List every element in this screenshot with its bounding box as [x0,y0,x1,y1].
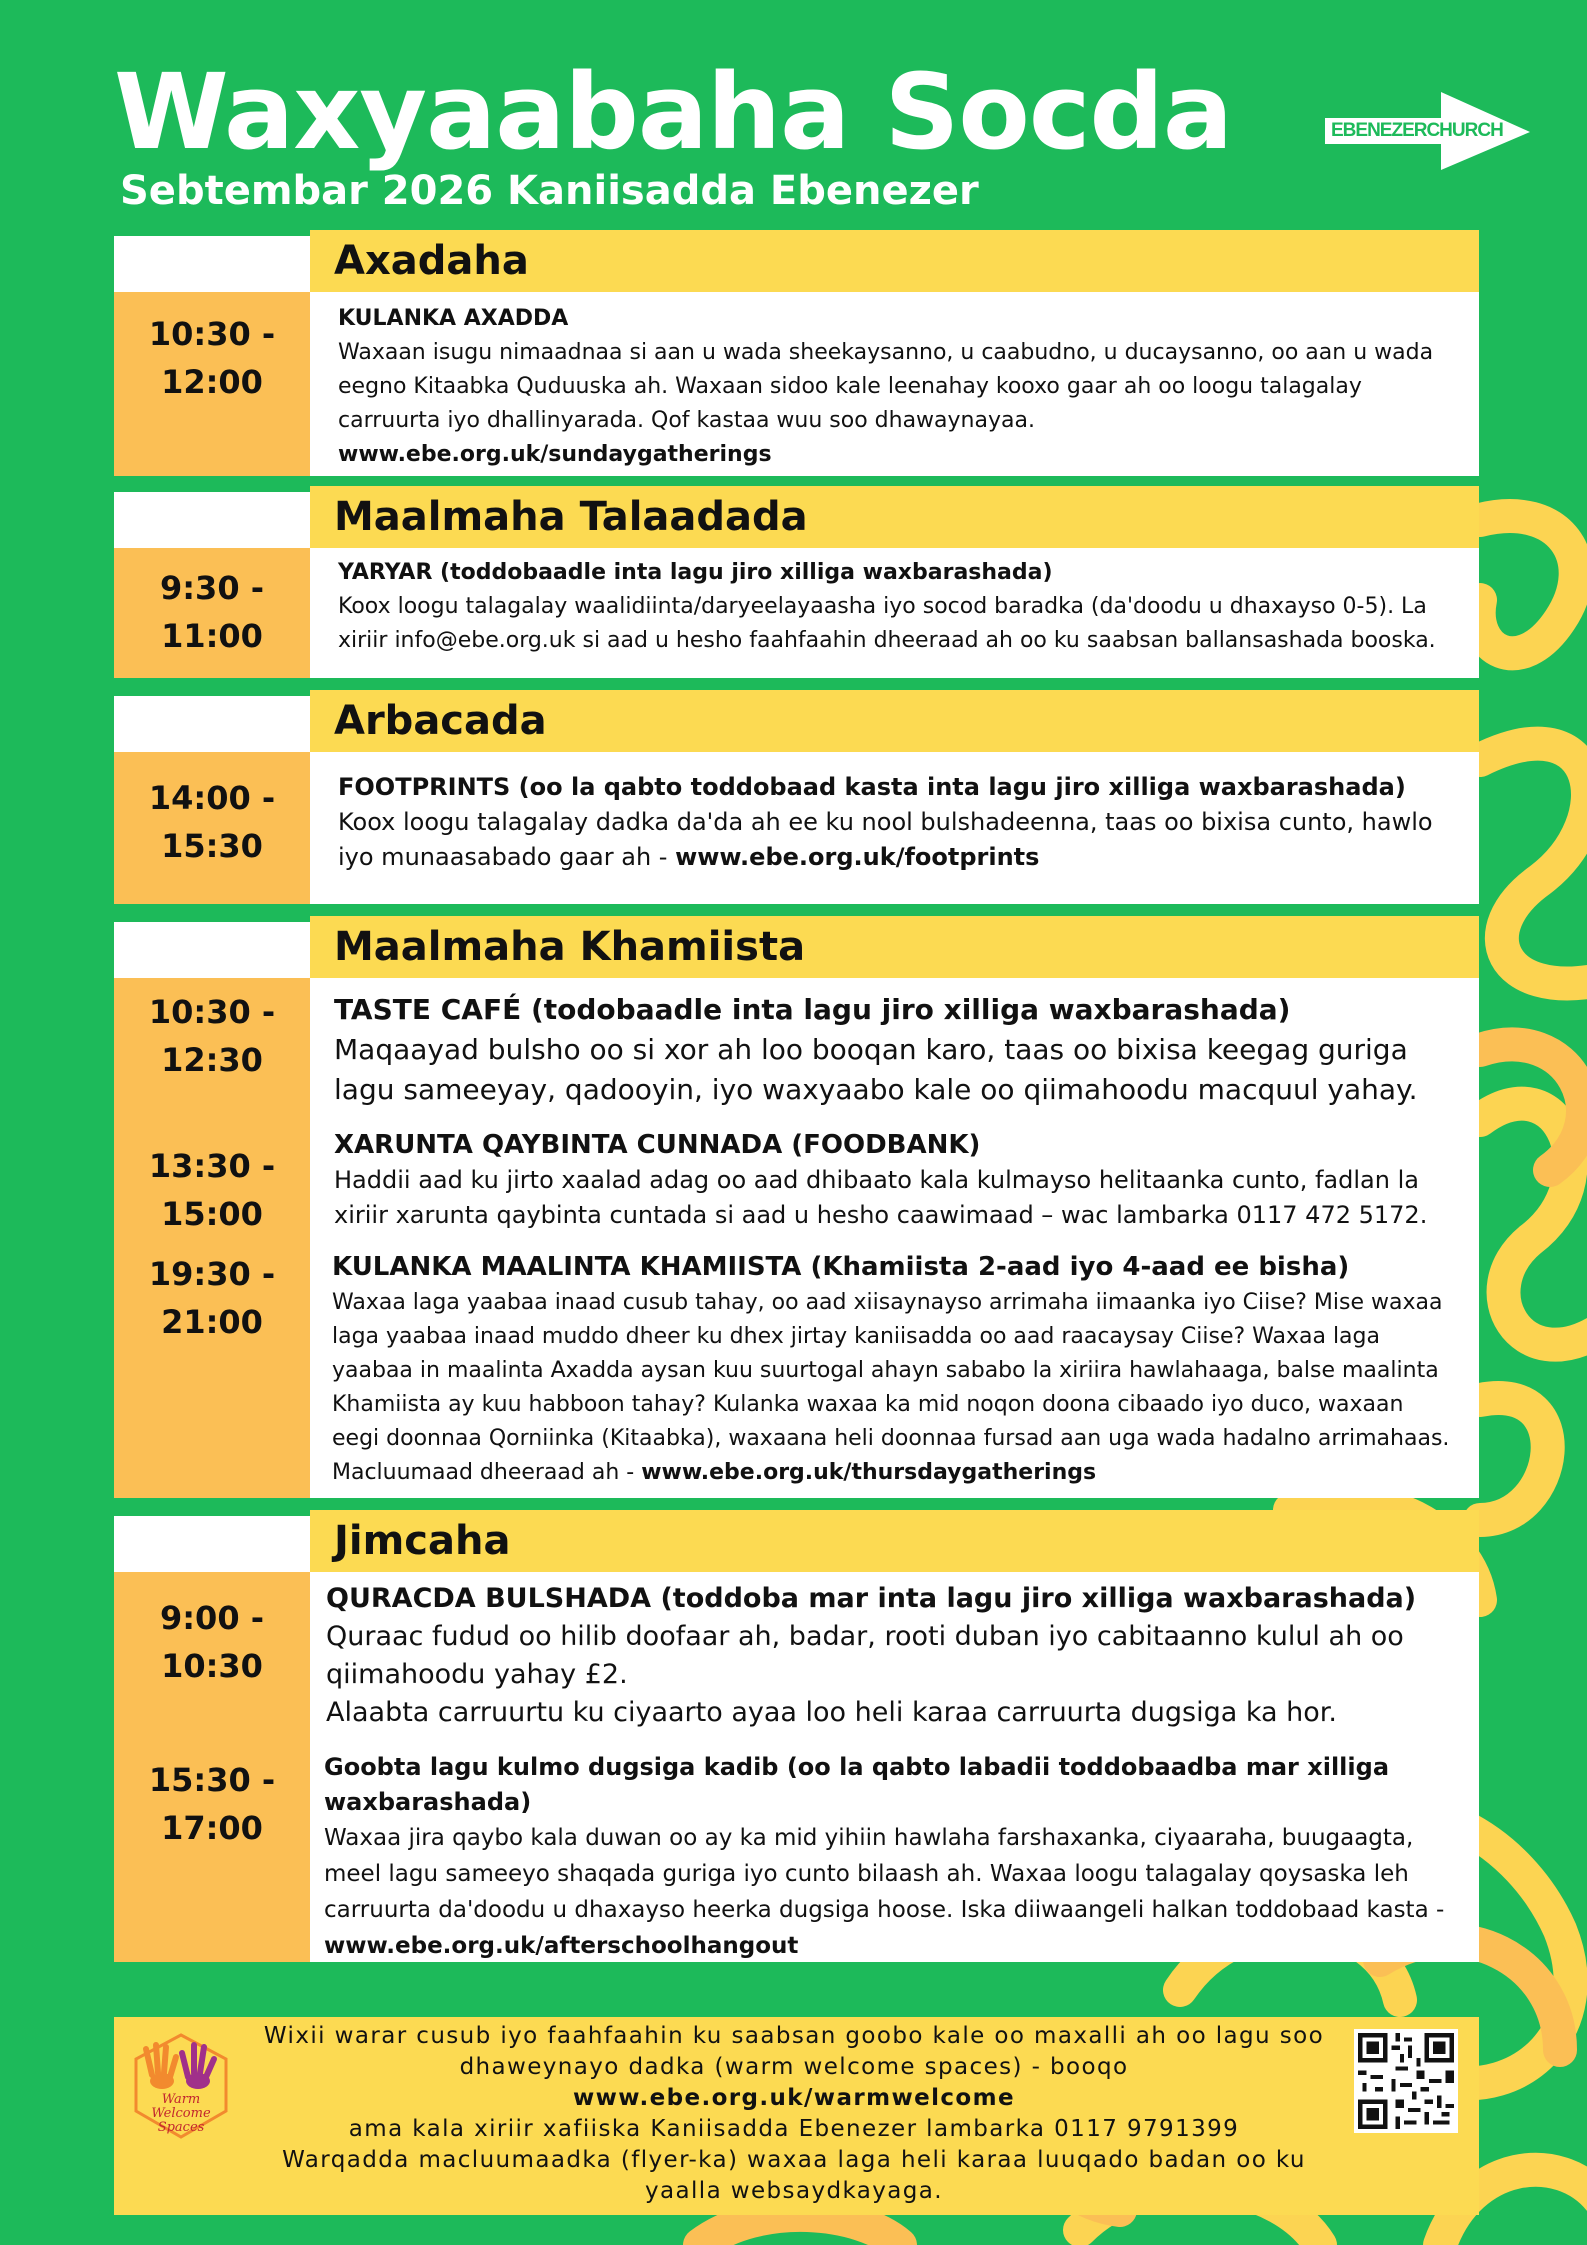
event-description: Haddii aad ku jirto xaalad adag oo aad dhibaato kala kulmayso helitaanka cunto, fadlan la xiriir xarunta qaybinta cuntada si aad u hesho caawimaad – wac lambarka 0117 472 5172. [334,1166,1428,1229]
event-time: 13:30 - 15:00 [148,1147,276,1233]
event-title: YARYAR (toddobaadle inta lagu jiro xilliga waxbarashada) [338,560,1053,585]
time-column [114,292,310,476]
section-header [114,1510,1479,1572]
event-description: Alaabta carruurtu ku ciyaarto ayaa loo heli karaa carruurta dugsiga ka hor. [326,1697,1337,1728]
event-title: QURACDA BULSHADA (toddoba mar inta lagu jiro xilliga waxbarashada) [326,1583,1417,1614]
event-description: Waxaa jira qaybo kala duwan oo ay ka mid yihiin hawlaha farshaxanka, ciyaaraha, buugaagta, meel lagu sameeyo shaqada guriga iyo cunto bilaash ah. Waxaa loogu talagalay qoysaska leh carruurta da'doodu u dhaxayso heerka dugsiga hoose. Iska diiwaangeli halkan toddobaad kasta - [324,1825,1445,1923]
section-header [114,690,1479,752]
ebenezer-church-logo [1325,92,1530,170]
event-content [310,548,1479,678]
event [332,1248,1457,1490]
event-description: Maqaayad bulsho oo si xor ah loo booqan karo, taas oo bixisa keegag guriga lagu sameeyay, qadooyin, iyo waxyaabo kale oo qiimahoodu macquul yahay. [334,1033,1418,1106]
page-title: Waxyaabaha Socda [114,51,1233,173]
sunday-gatherings-link[interactable]: www.ebe.org.uk/sundaygatherings [338,442,772,467]
section-sunday [114,230,1479,476]
footer-text [244,2021,1344,2207]
event-title: TASTE CAFÉ (todobaadle inta lagu jiro xilliga waxbarashada) [334,993,1291,1026]
event-time: 14:00 - 15:30 [148,779,276,865]
event-time: 19:30 - 21:00 [148,1255,276,1341]
event-description: Quraac fudud oo hilib doofaar ah, badar, rooti duban iyo cabitaanno kulul ah oo qiimahoodu yahay £2. [326,1621,1404,1690]
time-column [114,978,310,1498]
day-heading: Maalmaha Talaadada [334,494,808,540]
event [326,1580,1457,1732]
time-column [114,1572,310,1962]
footer-line-2: ama kala xiriir xafiiska Kaniisadda Ebenezer lambarka 0117 9791399 [348,2116,1240,2142]
event-content [310,978,1479,1498]
event-time: 10:30 - 12:00 [148,315,276,401]
section-header [114,230,1479,292]
event-title: KULANKA MAALINTA KHAMIISTA (Khamiista 2-aad iyo 4-aad ee bisha) [332,1252,1350,1282]
section-header [114,486,1479,548]
qr-code-icon[interactable] [1354,2029,1458,2133]
badge-text-welcome: Welcome [151,2106,211,2121]
section-header [114,916,1479,978]
time-column [114,548,310,678]
event-title: XARUNTA QAYBINTA CUNNADA (FOODBANK) [334,1130,981,1160]
event [334,990,1457,1110]
logo-text: EBENEZERCHURCH [1331,120,1503,141]
event [338,770,1457,875]
badge-text-spaces: Spaces [157,2120,205,2135]
section-wednesday [114,690,1479,904]
day-heading: Jimcaha [334,1518,511,1564]
event-description: Koox loogu talagalay dadka da'da ah ee ku nool bulshadeenna, taas oo bixisa cunto, hawlo iyo munaasabado gaar ah - [338,808,1433,871]
event-time: 15:30 - 17:00 [148,1761,276,1847]
event [338,302,1457,472]
page-subtitle: Sebtembar 2026 Kaniisadda Ebenezer [120,168,979,214]
event [324,1750,1457,1964]
event [338,556,1457,658]
section-friday [114,1510,1479,1962]
badge-text-warm: Warm [161,2092,201,2107]
after-school-hangout-link[interactable]: www.ebe.org.uk/afterschoolhangout [324,1933,799,1959]
day-heading: Arbacada [334,698,547,744]
event-content [310,1572,1479,1962]
event-description: Koox loogu talagalay waalidiinta/daryeelayaasha iyo socod baradka (da'doodu u dhaxayso 0-5). La xiriir info@ebe.org.uk si aad u hesho faahfaahin dheeraad ah oo ku saabsan ballansashada booska. [338,594,1436,653]
event-time: 9:00 - 10:30 [159,1599,264,1685]
day-heading: Axadaha [334,238,529,284]
event-description: Waxaan isugu nimaadnaa si aan u wada sheekaysanno, u caabudno, u ducaysanno, oo aan u wada eegno Kitaabka Quduuska ah. Waxaan sidoo kale leenahay kooxo gaar ah oo loogu talagalay carruurta iyo dhallinyarada. Qof kastaa wuu soo dhawaynayaa. [338,340,1434,433]
event-time: 9:30 - 11:00 [159,569,264,655]
event-title: FOOTPRINTS (oo la qabto toddobaad kasta inta lagu jiro xilliga waxbarashada) [338,773,1406,801]
warm-welcome-link[interactable]: www.ebe.org.uk/warmwelcome [572,2085,1016,2111]
event-time: 10:30 - 12:30 [148,993,276,1079]
time-column [114,752,310,904]
footer-line-3: Warqadda macluumaadka (flyer-ka) waxaa laga heli karaa luuqado badan oo ku yaalla websaydkayaga. [282,2147,1306,2204]
thursday-gatherings-link[interactable]: www.ebe.org.uk/thursdaygatherings [641,1460,1097,1485]
footer-info-box [114,2017,1479,2215]
section-tuesday [114,486,1479,678]
day-heading: Maalmaha Khamiista [334,924,806,970]
event [334,1128,1457,1233]
warm-welcome-spaces-logo [122,2027,240,2143]
event-content [310,752,1479,904]
footer-line-1: Wixii warar cusub iyo faahfaahin ku saabsan goobo kale oo maxalli ah oo lagu soo dhaweynayo dadka (warm welcome spaces) - booqo [263,2023,1325,2080]
event-title: KULANKA AXADDA [338,306,569,331]
event-content [310,292,1479,476]
event-title: Goobta lagu kulmo dugsiga kadib (oo la qabto labadii toddobaadba mar xilliga waxbarashada) [324,1753,1390,1816]
footprints-link[interactable]: www.ebe.org.uk/footprints [675,843,1040,871]
event-description: Waxaa laga yaabaa inaad cusub tahay, oo aad xiisaynayso arrimaha iimaanka iyo Ciise? Mise waxaa laga yaabaa inaad muddo dheer ku dhex jirtay kaniisadda oo aad raacaysay Ciise? Waxaa laga yaabaa in maalinta Axadda aysan kuu suurtogal ahayn sababo la xiriira hawlahaaga, balse maalinta Khamiista ay kuu habboon tahay? Kulanka waxaa ka mid noqon doona cibaado iyo duco, waxaan eegi doonnaa Qorniinka (Kitaabka), waxaana heli doonnaa fursad aan uga wada hadalno arrimahaas. Macluumaad dheeraad ah - [332,1290,1450,1485]
section-thursday [114,916,1479,1498]
